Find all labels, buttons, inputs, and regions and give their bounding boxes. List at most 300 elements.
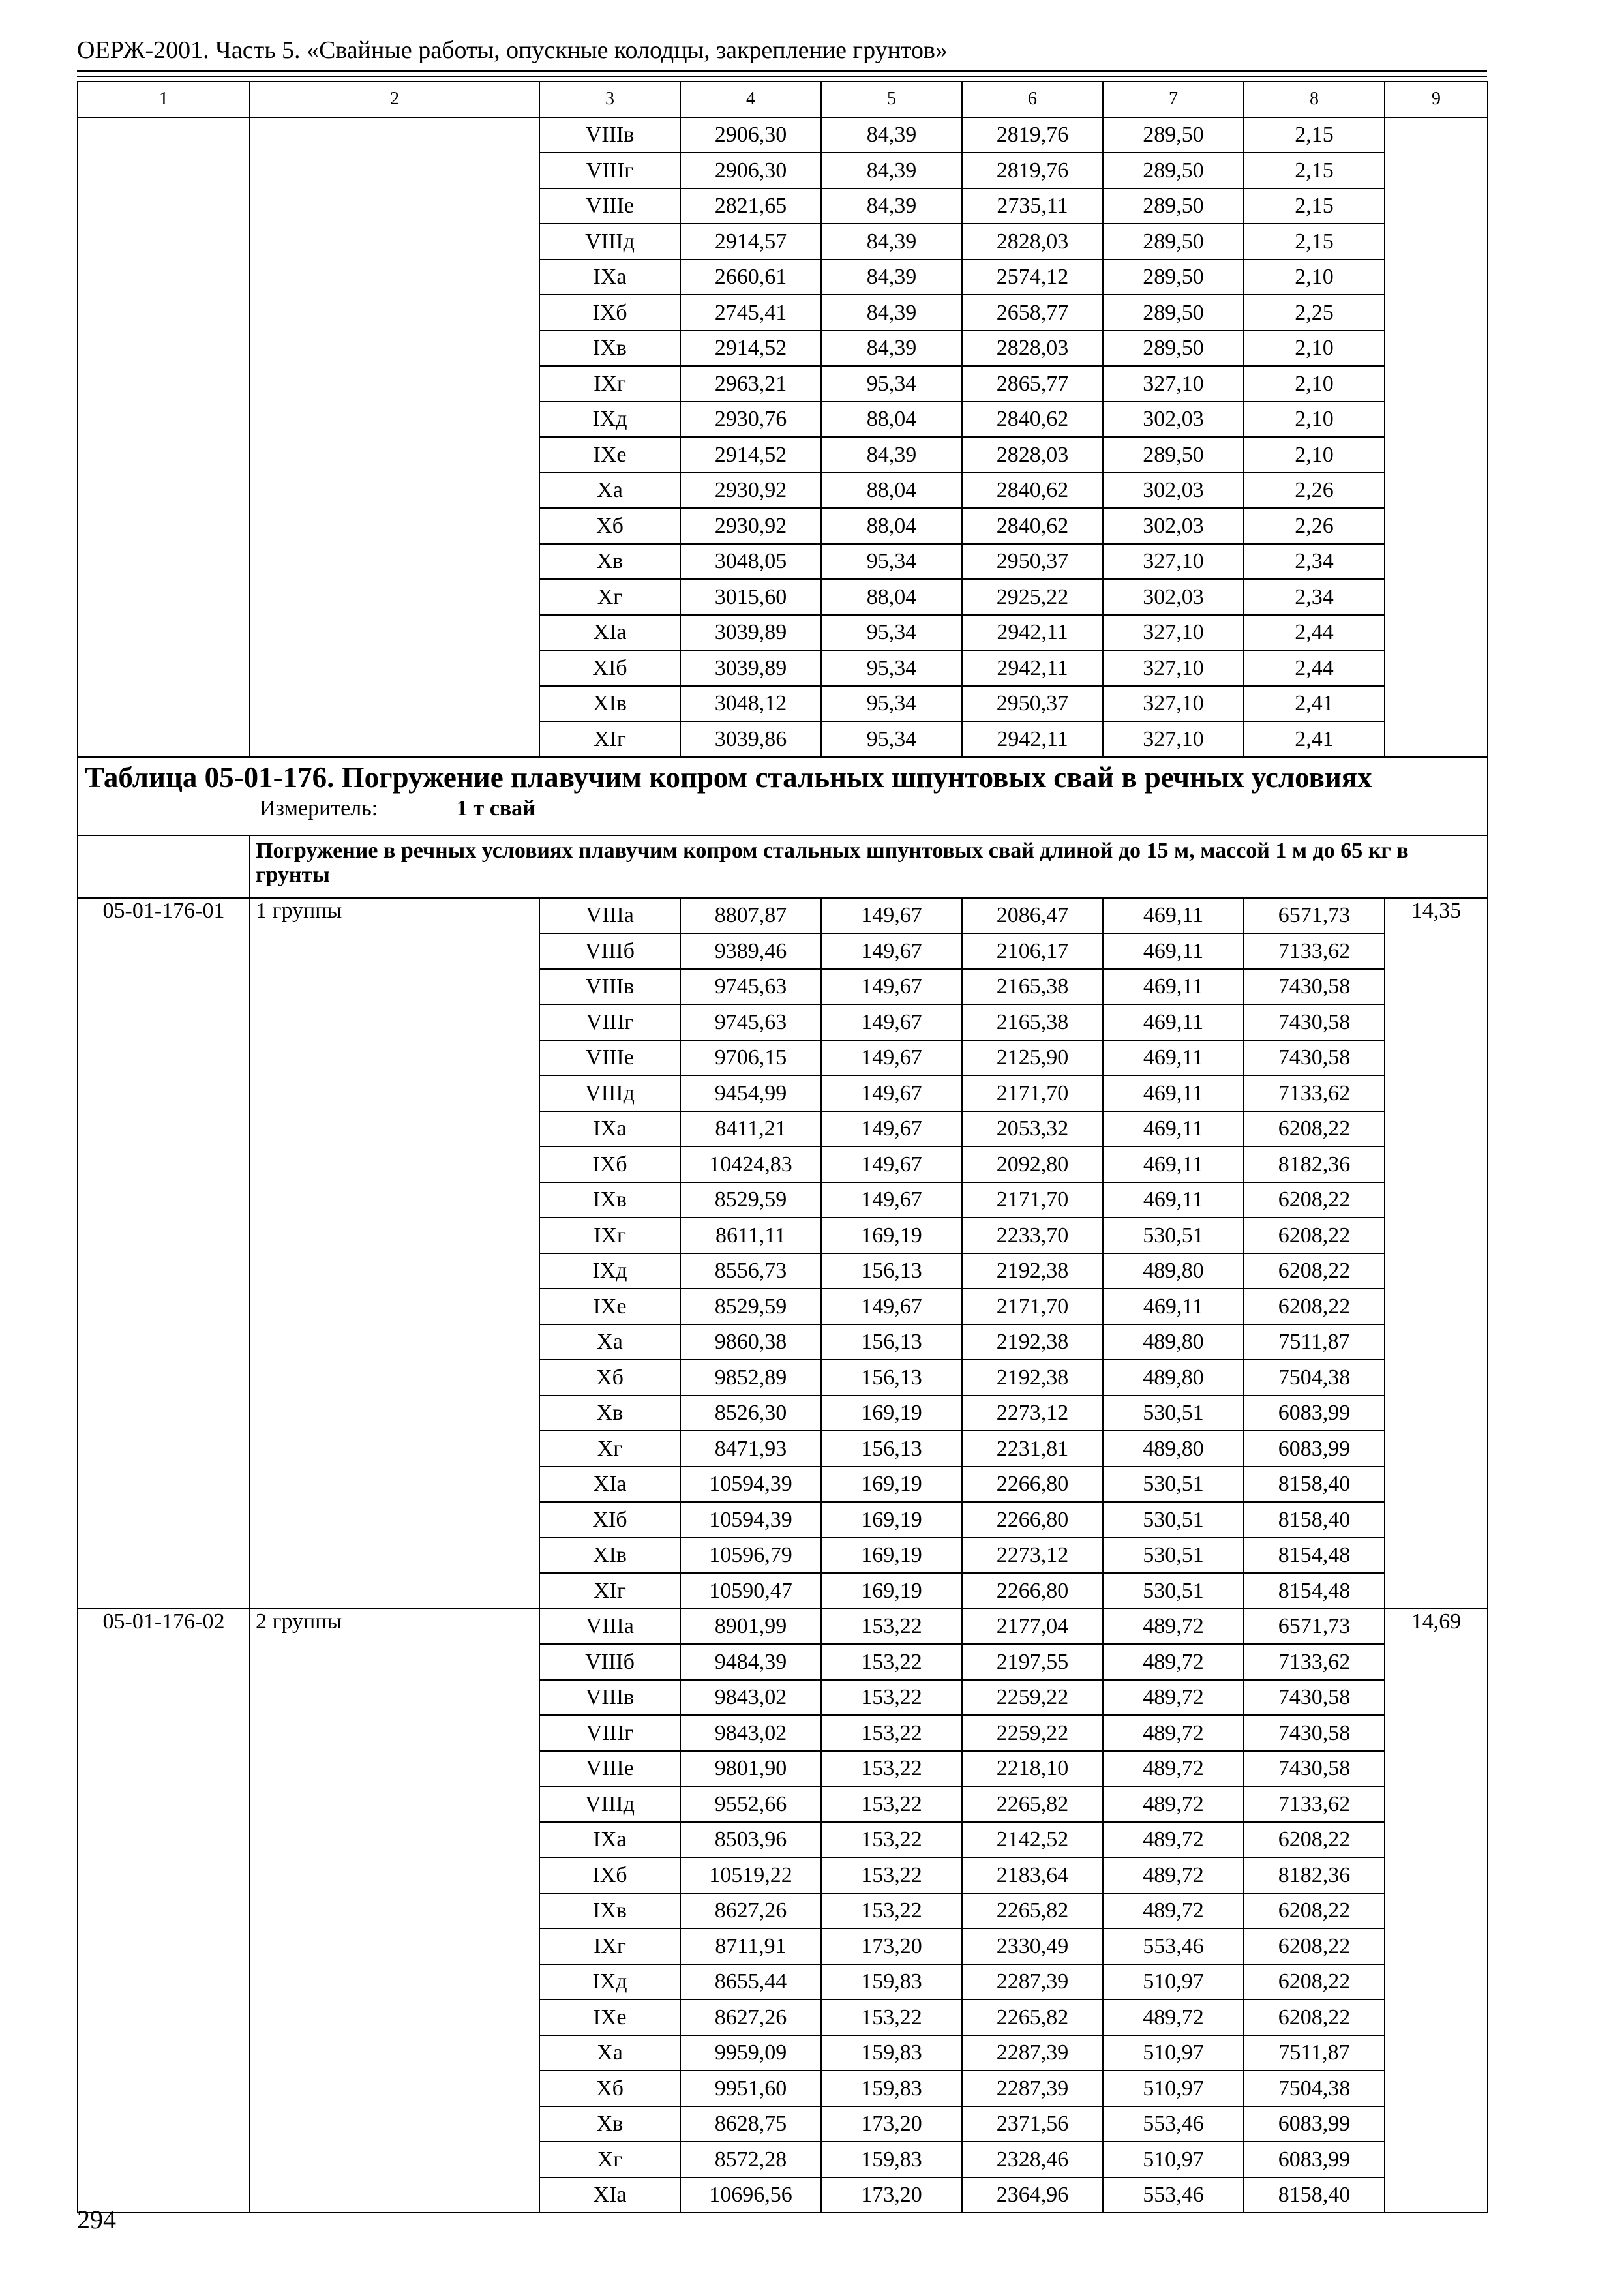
name-cell (250, 295, 539, 331)
labor-cost-cell (1385, 1253, 1488, 1289)
table-row (78, 1573, 1488, 1609)
value-cell: 8529,59 (680, 1182, 821, 1218)
code-cell (78, 1253, 250, 1289)
value-cell: 8572,28 (680, 2142, 821, 2177)
column-number-cell: 8 (1244, 82, 1385, 117)
value-cell: 8158,40 (1244, 1467, 1385, 1503)
value-cell: 289,50 (1103, 153, 1244, 188)
name-cell (250, 969, 539, 1005)
soil-category-cell: IXд (539, 1253, 680, 1289)
value-cell: 469,11 (1103, 933, 1244, 969)
value-cell: 2819,76 (962, 153, 1103, 188)
value-cell: 2,15 (1244, 153, 1385, 188)
labor-cost-cell (1385, 2177, 1488, 2213)
value-cell: 8154,48 (1244, 1538, 1385, 1574)
value-cell: 153,22 (821, 1644, 962, 1680)
table-row (78, 2035, 1488, 2071)
soil-category-cell: XIа (539, 615, 680, 651)
value-cell: 489,72 (1103, 1751, 1244, 1787)
value-cell: 2574,12 (962, 260, 1103, 295)
value-cell: 9852,89 (680, 1360, 821, 1396)
table-row (78, 1289, 1488, 1324)
table-row (78, 1324, 1488, 1360)
value-cell: 489,72 (1103, 1893, 1244, 1929)
value-cell: 84,39 (821, 331, 962, 367)
table-row (78, 1893, 1488, 1929)
value-cell: 2,34 (1244, 579, 1385, 615)
value-cell: 8411,21 (680, 1111, 821, 1147)
table-row (78, 1146, 1488, 1182)
value-cell: 7430,58 (1244, 1715, 1385, 1751)
code-cell (78, 1324, 250, 1360)
value-cell: 289,50 (1103, 224, 1244, 260)
labor-cost-cell (1385, 1146, 1488, 1182)
value-cell: 10696,56 (680, 2177, 821, 2213)
value-cell: 6571,73 (1244, 1609, 1385, 1645)
table-row (78, 1644, 1488, 1680)
value-cell: 169,19 (821, 1502, 962, 1538)
code-cell (78, 1182, 250, 1218)
soil-category-cell: IXб (539, 1146, 680, 1182)
value-cell: 289,50 (1103, 331, 1244, 367)
value-cell: 156,13 (821, 1253, 962, 1289)
table-title-cell (78, 757, 1488, 835)
value-cell: 2364,96 (962, 2177, 1103, 2213)
labor-cost-cell (1385, 544, 1488, 580)
value-cell: 10424,83 (680, 1146, 821, 1182)
value-cell: 84,39 (821, 153, 962, 188)
value-cell: 88,04 (821, 473, 962, 509)
soil-category-cell: Xб (539, 1360, 680, 1396)
code-cell (78, 260, 250, 295)
table-row (78, 295, 1488, 331)
value-cell: 2259,22 (962, 1715, 1103, 1751)
labor-cost-cell (1385, 1467, 1488, 1503)
value-cell: 149,67 (821, 969, 962, 1005)
table-row (78, 933, 1488, 969)
value-cell: 7430,58 (1244, 969, 1385, 1005)
code-cell (78, 437, 250, 473)
value-cell: 2266,80 (962, 1573, 1103, 1609)
value-cell: 153,22 (821, 1786, 962, 1822)
value-cell: 489,72 (1103, 1999, 1244, 2035)
name-cell (250, 2142, 539, 2177)
table-row (78, 153, 1488, 188)
table-row (78, 969, 1488, 1005)
rates-table (77, 81, 1488, 2213)
value-cell: 88,04 (821, 402, 962, 438)
labor-cost-cell (1385, 1893, 1488, 1929)
value-cell: 7133,62 (1244, 933, 1385, 969)
value-cell: 2183,64 (962, 1857, 1103, 1893)
value-cell: 2171,70 (962, 1075, 1103, 1111)
code-cell (78, 153, 250, 188)
labor-cost-cell (1385, 1218, 1488, 1253)
value-cell: 95,34 (821, 544, 962, 580)
name-cell (250, 402, 539, 438)
soil-category-cell: Xа (539, 2035, 680, 2071)
value-cell: 327,10 (1103, 544, 1244, 580)
soil-category-cell: IXг (539, 366, 680, 402)
value-cell: 6571,73 (1244, 898, 1385, 934)
value-cell: 2906,30 (680, 117, 821, 153)
value-cell: 2950,37 (962, 686, 1103, 722)
labor-cost-cell (1385, 402, 1488, 438)
table-body (78, 82, 1488, 2213)
value-cell: 2819,76 (962, 117, 1103, 153)
value-cell: 9706,15 (680, 1040, 821, 1076)
value-cell: 149,67 (821, 1182, 962, 1218)
table-row (78, 188, 1488, 224)
column-number-row (78, 82, 1488, 117)
name-cell (250, 1893, 539, 1929)
value-cell: 2821,65 (680, 188, 821, 224)
code-cell (78, 686, 250, 722)
column-number-cell: 7 (1103, 82, 1244, 117)
value-cell: 153,22 (821, 1680, 962, 1716)
code-cell (78, 544, 250, 580)
value-cell: 9484,39 (680, 1644, 821, 1680)
value-cell: 149,67 (821, 1289, 962, 1324)
code-cell (78, 1964, 250, 2000)
labor-cost-cell (1385, 933, 1488, 969)
labor-cost-cell (1385, 2071, 1488, 2106)
value-cell: 3039,86 (680, 721, 821, 757)
labor-cost-cell (1385, 1964, 1488, 2000)
labor-cost-cell (1385, 1644, 1488, 1680)
value-cell: 469,11 (1103, 1004, 1244, 1040)
value-cell: 489,72 (1103, 1822, 1244, 1858)
value-cell: 6208,22 (1244, 1893, 1385, 1929)
table-row (78, 1751, 1488, 1787)
value-cell: 84,39 (821, 188, 962, 224)
value-cell: 6208,22 (1244, 1822, 1385, 1858)
value-cell: 2265,82 (962, 1893, 1103, 1929)
name-cell (250, 1360, 539, 1396)
code-cell (78, 969, 250, 1005)
value-cell: 8655,44 (680, 1964, 821, 2000)
value-cell: 2,15 (1244, 117, 1385, 153)
name-cell (250, 1822, 539, 1858)
value-cell: 7511,87 (1244, 2035, 1385, 2071)
name-cell (250, 1146, 539, 1182)
code-cell (78, 295, 250, 331)
table-row (78, 1538, 1488, 1574)
soil-category-cell: IXв (539, 1893, 680, 1929)
code-cell (78, 721, 250, 757)
code-cell (78, 1786, 250, 1822)
code-cell (78, 1111, 250, 1147)
code-cell (78, 2106, 250, 2142)
name-cell (250, 650, 539, 686)
soil-category-cell: XIв (539, 686, 680, 722)
value-cell: 2,26 (1244, 473, 1385, 509)
value-cell: 149,67 (821, 1111, 962, 1147)
value-cell: 159,83 (821, 2035, 962, 2071)
name-cell (250, 544, 539, 580)
value-cell: 173,20 (821, 2106, 962, 2142)
name-cell (250, 1004, 539, 1040)
value-cell: 8158,40 (1244, 1502, 1385, 1538)
name-cell (250, 2071, 539, 2106)
value-cell: 2,10 (1244, 402, 1385, 438)
code-cell (78, 1715, 250, 1751)
value-cell: 2,44 (1244, 650, 1385, 686)
name-cell (250, 1324, 539, 1360)
name-cell (250, 1715, 539, 1751)
value-cell: 2,15 (1244, 188, 1385, 224)
value-cell: 6208,22 (1244, 1253, 1385, 1289)
soil-category-cell: VIIIв (539, 117, 680, 153)
value-cell: 2,10 (1244, 366, 1385, 402)
code-cell (78, 2071, 250, 2106)
value-cell: 2,26 (1244, 508, 1385, 544)
value-cell: 10594,39 (680, 1502, 821, 1538)
value-cell: 327,10 (1103, 721, 1244, 757)
table-row (78, 473, 1488, 509)
value-cell: 2950,37 (962, 544, 1103, 580)
name-cell (250, 1786, 539, 1822)
value-cell: 2053,32 (962, 1111, 1103, 1147)
value-cell: 6208,22 (1244, 1289, 1385, 1324)
value-cell: 149,67 (821, 898, 962, 934)
value-cell: 469,11 (1103, 1289, 1244, 1324)
value-cell: 489,80 (1103, 1253, 1244, 1289)
column-number-cell: 5 (821, 82, 962, 117)
value-cell: 95,34 (821, 686, 962, 722)
labor-cost-cell (1385, 188, 1488, 224)
value-cell: 10596,79 (680, 1538, 821, 1574)
code-cell (78, 1004, 250, 1040)
value-cell: 159,83 (821, 2071, 962, 2106)
labor-cost-cell (1385, 1040, 1488, 1076)
value-cell: 169,19 (821, 1218, 962, 1253)
value-cell: 2,10 (1244, 331, 1385, 367)
value-cell: 3048,05 (680, 544, 821, 580)
code-cell (78, 1146, 250, 1182)
labor-cost-cell (1385, 1360, 1488, 1396)
value-cell: 8158,40 (1244, 2177, 1385, 2213)
value-cell: 8711,91 (680, 1928, 821, 1964)
soil-category-cell: VIIIе (539, 1040, 680, 1076)
name-cell (250, 473, 539, 509)
labor-cost-cell (1385, 721, 1488, 757)
value-cell: 489,72 (1103, 1786, 1244, 1822)
value-cell: 2,44 (1244, 615, 1385, 651)
soil-category-cell: IXд (539, 402, 680, 438)
value-cell: 149,67 (821, 1075, 962, 1111)
value-cell: 489,72 (1103, 1609, 1244, 1645)
soil-category-cell: VIIIа (539, 898, 680, 934)
value-cell: 159,83 (821, 2142, 962, 2177)
code-cell (78, 402, 250, 438)
measure-line (85, 794, 1481, 822)
value-cell: 8503,96 (680, 1822, 821, 1858)
value-cell: 2,10 (1244, 260, 1385, 295)
code-cell: 05-01-176-01 (78, 898, 250, 934)
labor-cost-cell: 14,69 (1385, 1609, 1488, 1645)
labor-cost-cell (1385, 1004, 1488, 1040)
code-cell (78, 1857, 250, 1893)
labor-cost-cell (1385, 508, 1488, 544)
value-cell: 6083,99 (1244, 1396, 1385, 1431)
value-cell: 7430,58 (1244, 1680, 1385, 1716)
soil-category-cell: VIIIд (539, 1786, 680, 1822)
soil-category-cell: IXа (539, 260, 680, 295)
name-cell (250, 260, 539, 295)
table-row (78, 1182, 1488, 1218)
value-cell: 2840,62 (962, 508, 1103, 544)
soil-category-cell: XIг (539, 1573, 680, 1609)
name-cell: 2 группы (250, 1609, 539, 1645)
value-cell: 95,34 (821, 615, 962, 651)
table-row (78, 1857, 1488, 1893)
value-cell: 149,67 (821, 933, 962, 969)
value-cell: 469,11 (1103, 1040, 1244, 1076)
code-cell (78, 1538, 250, 1574)
code-cell (78, 1396, 250, 1431)
value-cell: 530,51 (1103, 1538, 1244, 1574)
value-cell: 153,22 (821, 1715, 962, 1751)
name-cell (250, 1111, 539, 1147)
table-row (78, 2106, 1488, 2142)
name-cell (250, 2035, 539, 2071)
table-row (78, 1396, 1488, 1431)
soil-category-cell: VIIIе (539, 1751, 680, 1787)
name-cell (250, 1751, 539, 1787)
value-cell: 84,39 (821, 117, 962, 153)
table-row (78, 650, 1488, 686)
labor-cost-cell (1385, 437, 1488, 473)
soil-category-cell: VIIIд (539, 224, 680, 260)
value-cell: 2192,38 (962, 1324, 1103, 1360)
soil-category-cell: Xг (539, 2142, 680, 2177)
value-cell: 2828,03 (962, 437, 1103, 473)
value-cell: 510,97 (1103, 1964, 1244, 2000)
value-cell: 2266,80 (962, 1467, 1103, 1503)
value-cell: 149,67 (821, 1040, 962, 1076)
value-cell: 2,15 (1244, 224, 1385, 260)
value-cell: 8628,75 (680, 2106, 821, 2142)
table-row (78, 686, 1488, 722)
value-cell: 169,19 (821, 1573, 962, 1609)
name-cell (250, 508, 539, 544)
soil-category-cell: VIIIе (539, 188, 680, 224)
name-cell (250, 2106, 539, 2142)
value-cell: 6208,22 (1244, 1999, 1385, 2035)
value-cell: 2273,12 (962, 1396, 1103, 1431)
value-cell: 553,46 (1103, 2106, 1244, 2142)
name-cell (250, 1431, 539, 1467)
value-cell: 173,20 (821, 2177, 962, 2213)
value-cell: 8611,11 (680, 1218, 821, 1253)
soil-category-cell: IXг (539, 1928, 680, 1964)
value-cell: 156,13 (821, 1431, 962, 1467)
value-cell: 159,83 (821, 1964, 962, 2000)
value-cell: 327,10 (1103, 650, 1244, 686)
value-cell: 3048,12 (680, 686, 821, 722)
name-cell (250, 933, 539, 969)
soil-category-cell: IXв (539, 1182, 680, 1218)
soil-category-cell: IXд (539, 1964, 680, 2000)
value-cell: 7133,62 (1244, 1075, 1385, 1111)
labor-cost-cell (1385, 2106, 1488, 2142)
value-cell: 149,67 (821, 1004, 962, 1040)
value-cell: 2914,57 (680, 224, 821, 260)
soil-category-cell: VIIIв (539, 1680, 680, 1716)
table-row (78, 224, 1488, 260)
labor-cost-cell (1385, 1822, 1488, 1858)
name-cell (250, 721, 539, 757)
soil-category-cell: VIIIг (539, 1715, 680, 1751)
name-cell (250, 615, 539, 651)
labor-cost-cell (1385, 1111, 1488, 1147)
value-cell: 2828,03 (962, 331, 1103, 367)
value-cell: 2171,70 (962, 1182, 1103, 1218)
code-cell (78, 1928, 250, 1964)
value-cell: 2092,80 (962, 1146, 1103, 1182)
name-cell (250, 1075, 539, 1111)
value-cell: 95,34 (821, 721, 962, 757)
table-row (78, 260, 1488, 295)
name-cell (250, 686, 539, 722)
code-cell (78, 1467, 250, 1503)
table-row (78, 579, 1488, 615)
value-cell: 327,10 (1103, 615, 1244, 651)
code-cell (78, 1218, 250, 1253)
table-row (78, 1964, 1488, 2000)
labor-cost-cell (1385, 1182, 1488, 1218)
labor-cost-cell (1385, 615, 1488, 651)
table-title: Таблица 05-01-176. Погружение плавучим копром стальных шпунтовых свай в речных условиях (85, 760, 1372, 794)
value-cell: 469,11 (1103, 1111, 1244, 1147)
soil-category-cell: VIIIб (539, 933, 680, 969)
value-cell: 2914,52 (680, 437, 821, 473)
code-cell (78, 1360, 250, 1396)
value-cell: 9552,66 (680, 1786, 821, 1822)
value-cell: 9843,02 (680, 1715, 821, 1751)
soil-category-cell: VIIIв (539, 969, 680, 1005)
table-row (78, 1786, 1488, 1822)
value-cell: 2142,52 (962, 1822, 1103, 1858)
page-number: 294 (77, 2205, 116, 2234)
labor-cost-cell (1385, 1431, 1488, 1467)
value-cell: 2930,92 (680, 508, 821, 544)
value-cell: 8807,87 (680, 898, 821, 934)
name-cell (250, 1502, 539, 1538)
value-cell: 2192,38 (962, 1360, 1103, 1396)
value-cell: 2865,77 (962, 366, 1103, 402)
labor-cost-cell (1385, 686, 1488, 722)
value-cell: 7430,58 (1244, 1004, 1385, 1040)
value-cell: 9843,02 (680, 1680, 821, 1716)
table-row (78, 2142, 1488, 2177)
value-cell: 88,04 (821, 508, 962, 544)
soil-category-cell: Xа (539, 473, 680, 509)
labor-cost-cell (1385, 1857, 1488, 1893)
value-cell: 9959,09 (680, 2035, 821, 2071)
section-description-row (78, 835, 1488, 898)
value-cell: 173,20 (821, 1928, 962, 1964)
table-row (78, 1502, 1488, 1538)
value-cell: 153,22 (821, 1751, 962, 1787)
value-cell: 2125,90 (962, 1040, 1103, 1076)
value-cell: 3015,60 (680, 579, 821, 615)
soil-category-cell: Xв (539, 2106, 680, 2142)
name-cell (250, 1928, 539, 1964)
value-cell: 8154,48 (1244, 1573, 1385, 1609)
soil-category-cell: XIб (539, 650, 680, 686)
